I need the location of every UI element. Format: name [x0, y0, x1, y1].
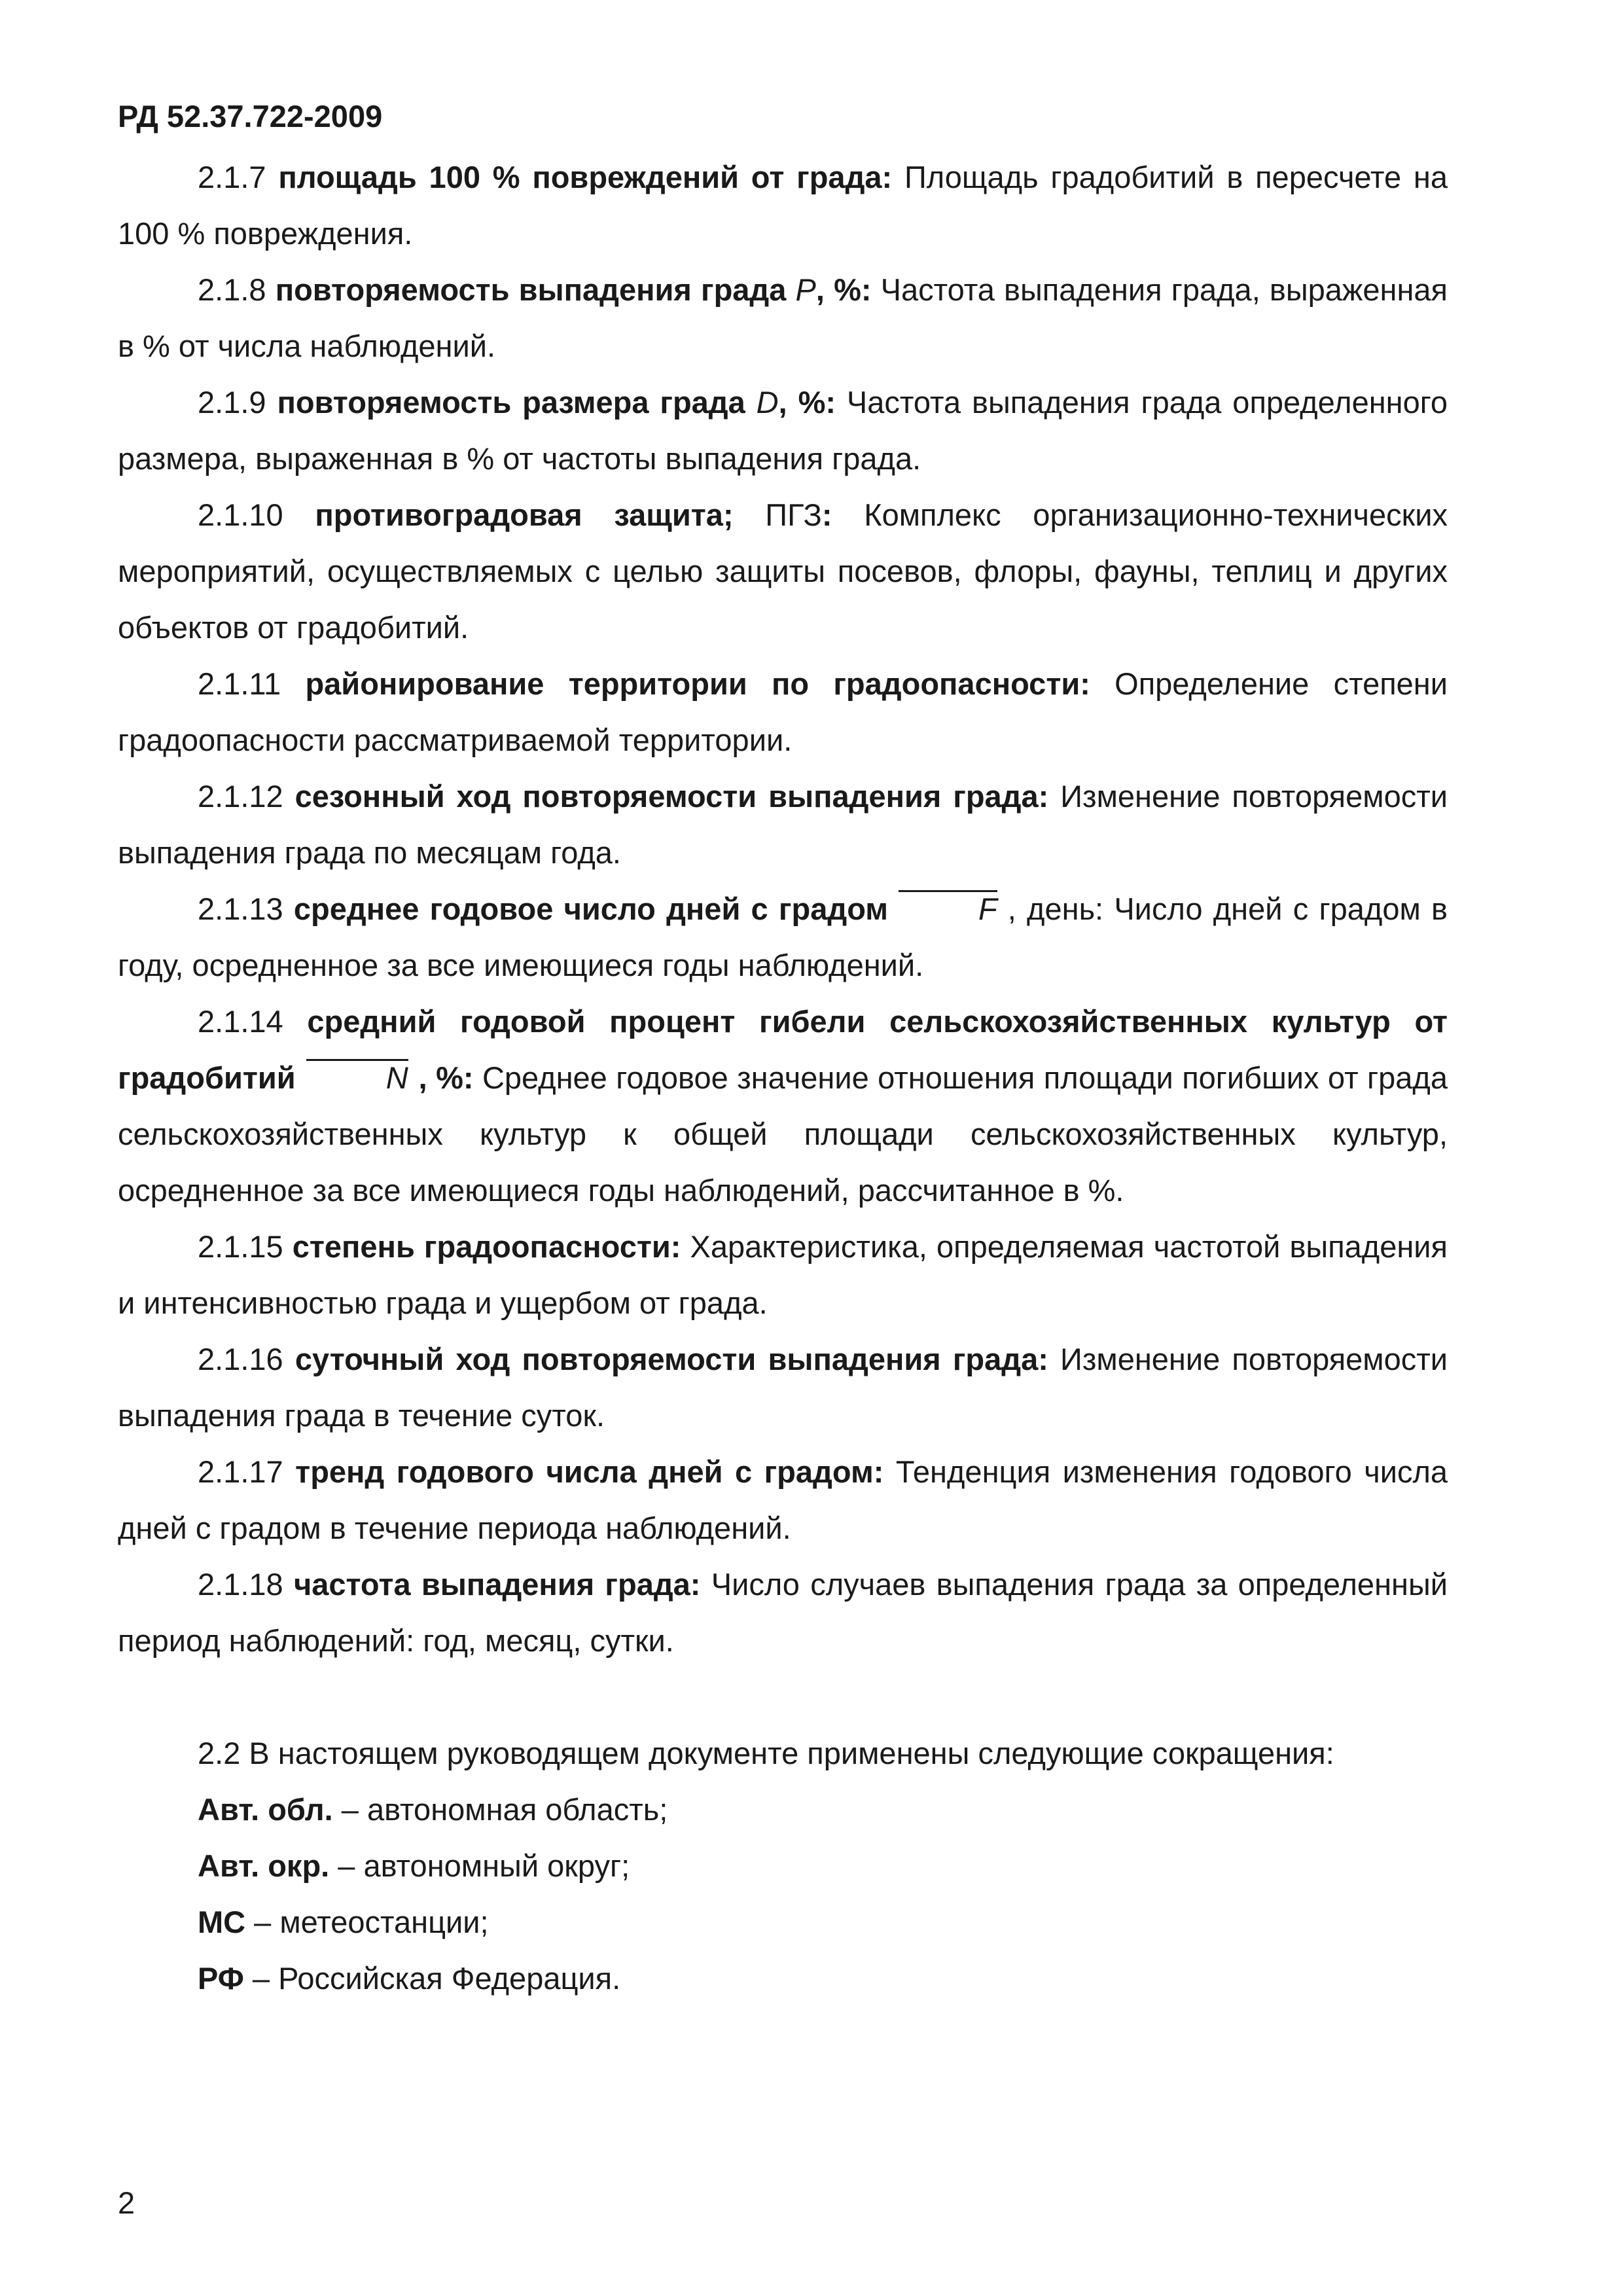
- term-definition: Среднее годовое значение отношения площади погибших от града сельскохозяйственных культур к общей площади сельскохозяйственных культур, осредненное за все имеющиеся годы наблюдений, рассчитанное в %.: [118, 1060, 1448, 1208]
- term-number: 2.1.14: [198, 1004, 283, 1039]
- abbreviation-meaning: автономный округ;: [363, 1848, 630, 1883]
- term-definition: Комплекс организационно-технических мероприятий, осуществляемых с целью защиты посевов, флоры, фауны, теплиц и других объектов от градобитий.: [118, 497, 1448, 645]
- term-name: площадь 100 % повреждений от града:: [278, 160, 893, 194]
- term-definition: Частота выпадения града определенного размера, выраженная в % от частоты выпадения града.: [118, 385, 1448, 476]
- term-definition: Изменение повторяемости выпадения града по месяцам года.: [118, 779, 1448, 870]
- term-number: 2.1.18: [198, 1567, 283, 1602]
- term-entry: [118, 1444, 1448, 1556]
- abbreviation-dash: –: [245, 1905, 280, 1939]
- term-name: тренд годового числа дней с градом:: [295, 1454, 884, 1489]
- term-entry: [118, 149, 1448, 262]
- term-name: повторяемость выпадения града: [275, 272, 787, 307]
- term-definition: Характеристика, определяемая частотой выпадения и интенсивностью града и ущербом от града.: [118, 1229, 1448, 1320]
- page-number: 2: [118, 2185, 135, 2220]
- term-definition: Тенденция изменения годового числа дней с градом в течение периода наблюдений.: [118, 1454, 1448, 1545]
- term-number: 2.1.9: [198, 385, 266, 420]
- term-entry: [118, 374, 1448, 487]
- term-name: повторяемость размера града: [277, 385, 745, 420]
- abbreviation-item: [118, 1894, 1448, 1950]
- abbreviation-item: [118, 1782, 1448, 1838]
- abbreviation-item: [118, 1838, 1448, 1894]
- term-symbol: P: [795, 272, 816, 307]
- term-definition: Площадь градобитий в пересчете на 100 % повреждения.: [118, 160, 1448, 251]
- term-number: 2.1.13: [198, 891, 283, 926]
- abbreviation-dash: –: [243, 1961, 279, 1996]
- abbreviation-item: [118, 1950, 1448, 2007]
- term-entry: [118, 262, 1448, 374]
- term-entry: [118, 881, 1448, 994]
- abbreviation-dash: –: [332, 1792, 367, 1827]
- abbreviation: РФ: [198, 1961, 244, 1996]
- document-code: РД 52.37.722-2009: [118, 99, 383, 134]
- document-body: [118, 149, 1448, 2007]
- term-entry: [118, 1219, 1448, 1331]
- term-abbreviation: ПГЗ: [765, 497, 822, 532]
- term-entry: [118, 1331, 1448, 1444]
- abbreviation: МС: [198, 1905, 246, 1939]
- term-entry: [118, 768, 1448, 881]
- abbreviation-meaning: метеостанции;: [279, 1905, 489, 1939]
- term-number: 2.1.15: [198, 1229, 283, 1264]
- abbreviation-meaning: автономная область;: [366, 1792, 668, 1827]
- term-unit: , %:: [815, 272, 872, 307]
- term-unit: , %:: [778, 385, 836, 420]
- term-name: суточный ход повторяемости выпадения града:: [294, 1342, 1048, 1376]
- abbreviation: Авт. обл.: [198, 1792, 333, 1827]
- term-number: 2.1.8: [198, 272, 266, 307]
- term-name: сезонный ход повторяемости выпадения града:: [294, 779, 1049, 814]
- term-entry: [118, 656, 1448, 768]
- abbreviations-intro: 2.2 В настоящем руководящем документе применены следующие сокращения:: [198, 1736, 1334, 1770]
- term-number: 2.1.7: [198, 160, 266, 194]
- abbreviation-meaning: Российская Федерация.: [278, 1961, 621, 1996]
- term-name: частота выпадения града:: [293, 1567, 701, 1602]
- term-entry: [118, 1556, 1448, 1669]
- term-entry: [118, 994, 1448, 1219]
- term-definition: Частота выпадения града, выраженная в % от числа наблюдений.: [118, 272, 1448, 363]
- term-symbol: D: [756, 385, 779, 420]
- term-definition: Определение степени градоопасности рассматриваемой территории.: [118, 666, 1448, 757]
- term-unit: , %:: [418, 1060, 474, 1095]
- term-symbol-overline: F: [899, 890, 997, 924]
- term-number: 2.1.17: [198, 1454, 283, 1489]
- term-entry: [118, 487, 1448, 656]
- term-name: противоградовая защита;: [315, 497, 734, 532]
- term-number: 2.1.12: [198, 779, 283, 814]
- term-symbol-overline: N: [306, 1059, 408, 1093]
- term-name: среднее годовое число дней с градом: [293, 891, 889, 926]
- term-unit: , день:: [1007, 891, 1104, 926]
- term-name: районирование территории по градоопасности:: [305, 666, 1090, 701]
- term-definition: Изменение повторяемости выпадения града в течение суток.: [118, 1342, 1448, 1433]
- term-definition: Число случаев выпадения града за определенный период наблюдений: год, месяц, сутки.: [118, 1567, 1448, 1658]
- term-name: степень градоопасности:: [292, 1229, 681, 1264]
- term-name: средний годовой процент гибели сельскохозяйственных культур от градобитий: [118, 1004, 1448, 1095]
- term-number: 2.1.16: [198, 1342, 283, 1376]
- term-number: 2.1.11: [198, 666, 281, 701]
- abbreviation: Авт. окр.: [198, 1848, 330, 1883]
- term-number: 2.1.10: [198, 497, 283, 532]
- abbreviation-dash: –: [329, 1848, 364, 1883]
- term-colon: :: [821, 497, 832, 532]
- term-definition: Число дней с градом в году, осредненное за все имеющиеся годы наблюдений.: [118, 891, 1448, 982]
